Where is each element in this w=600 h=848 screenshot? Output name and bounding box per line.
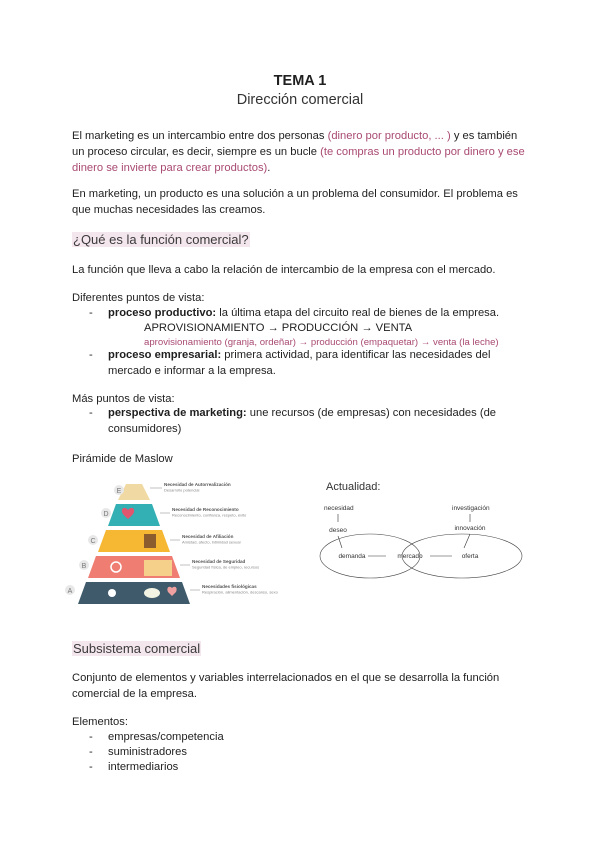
list-item bbox=[72, 347, 552, 379]
level-desc: Reconocimiento, confianza, respeto, éxito bbox=[172, 512, 247, 518]
product-paragraph bbox=[72, 186, 518, 218]
element-text: empresas/competencia bbox=[108, 731, 224, 743]
element-text: suministradores bbox=[108, 746, 187, 758]
paragraph-line: que muchas necesidades las creamos. bbox=[72, 204, 266, 216]
level-letter: E bbox=[116, 488, 122, 495]
page-title: TEMA 1 bbox=[273, 73, 327, 89]
bullet: - bbox=[89, 407, 93, 419]
page-subtitle: Dirección comercial bbox=[236, 92, 364, 108]
pyramid-level-c bbox=[98, 530, 170, 552]
level-label: Necesidad de Reconocimiento bbox=[172, 507, 239, 512]
level-letter: B bbox=[81, 563, 87, 570]
maslow-caption: Pirámide de Maslow bbox=[72, 453, 173, 465]
bullet: - bbox=[89, 349, 93, 361]
intro-paragraph bbox=[72, 128, 525, 176]
element-text: intermediarios bbox=[108, 761, 179, 773]
viewpoints-intro: Diferentes puntos de vista: bbox=[72, 292, 205, 304]
level-letter: C bbox=[90, 538, 96, 545]
item-text: mercado e informar a la empresa. bbox=[108, 365, 276, 377]
more-intro: Más puntos de vista: bbox=[72, 393, 175, 405]
flow-detail: aprovisionamiento (granja, ordeñar) → producción (empaquetar) → venta (la leche) bbox=[144, 337, 499, 348]
list-item bbox=[72, 729, 372, 744]
subsystem-paragraph bbox=[72, 670, 499, 702]
mercado-label: mercado bbox=[397, 553, 423, 560]
necesidad-label: necesidad bbox=[324, 505, 354, 512]
paragraph-line: En marketing, un producto es una solución a un problema del consumidor. El problema es bbox=[72, 188, 518, 200]
flow-text: APROVISIONAMIENTO → PRODUCCIÓN → VENTA bbox=[144, 322, 413, 334]
oferta-label: oferta bbox=[461, 553, 479, 560]
bullet: - bbox=[89, 731, 93, 743]
pyramid-level-d bbox=[108, 504, 160, 526]
level-desc: Desarrollo potencial bbox=[164, 487, 200, 493]
item-text: une recursos (de empresas) con necesidades (de bbox=[246, 407, 497, 419]
item-text: primera actividad, para identificar las necesidades del bbox=[221, 349, 491, 361]
item-term: proceso productivo: bbox=[108, 307, 217, 319]
bullet: - bbox=[89, 761, 93, 773]
list-item bbox=[72, 405, 552, 437]
item-text: la última etapa del circuito real de bienes de la empresa. bbox=[216, 307, 500, 319]
level-label: Necesidades fisiológicas bbox=[202, 584, 257, 589]
section-heading: ¿Qué es la función comercial? bbox=[73, 232, 249, 247]
bullet: - bbox=[89, 307, 93, 319]
item-text: consumidores) bbox=[108, 423, 182, 435]
level-label: Necesidad de Afiliación bbox=[182, 534, 234, 539]
intro-example: (dinero por producto, ... ) bbox=[327, 130, 451, 142]
intro-example: (te compras un producto por dinero y ese bbox=[320, 146, 525, 158]
bullet: - bbox=[89, 746, 93, 758]
intro-text: El marketing es un intercambio entre dos personas bbox=[72, 130, 328, 142]
maslow-pyramid bbox=[62, 472, 288, 610]
paragraph-line: comercial de la empresa. bbox=[72, 688, 197, 700]
level-desc: Seguridad física, de empleo, recursos bbox=[192, 564, 260, 570]
elements-list bbox=[72, 729, 372, 774]
deseo-label: deseo bbox=[329, 527, 347, 534]
list-item bbox=[72, 305, 552, 321]
innovacion-label: innovación bbox=[454, 525, 486, 532]
level-label: Necesidad de Seguridad bbox=[192, 559, 246, 564]
level-label: Necesidad de Autorrealización bbox=[164, 482, 231, 487]
list-item bbox=[72, 744, 372, 759]
intro-text: . bbox=[267, 162, 271, 174]
arrow bbox=[464, 534, 470, 548]
diagram-title: Actualidad: bbox=[326, 481, 381, 493]
item-term: perspectiva de marketing: bbox=[108, 407, 247, 419]
level-letter: D bbox=[103, 511, 109, 518]
paragraph-line: Conjunto de elementos y variables interrelacionados en el que se desarrolla la función bbox=[72, 672, 500, 684]
intro-text: un proceso circular, es decir, siempre es un bucle bbox=[72, 146, 321, 158]
level-desc: Respiración, alimentación, descanso, sexo bbox=[202, 589, 278, 595]
definition-text: La función que lleva a cabo la relación de intercambio de la empresa con el mercado. bbox=[72, 264, 496, 276]
list-item bbox=[72, 759, 372, 774]
elements-label: Elementos: bbox=[72, 716, 128, 728]
level-desc: Amistad, afecto, intimidad sexual bbox=[182, 539, 241, 545]
section-heading: Subsistema comercial bbox=[73, 641, 201, 656]
item-term: proceso empresarial: bbox=[108, 349, 222, 361]
investigacion-label: investigación bbox=[452, 505, 490, 512]
intro-text: y es también bbox=[450, 130, 518, 142]
level-letter: A bbox=[67, 588, 73, 595]
intro-example: dinero se invierte para crear productos) bbox=[72, 162, 268, 174]
demanda-label: demanda bbox=[338, 553, 366, 560]
market-diagram bbox=[312, 476, 538, 608]
